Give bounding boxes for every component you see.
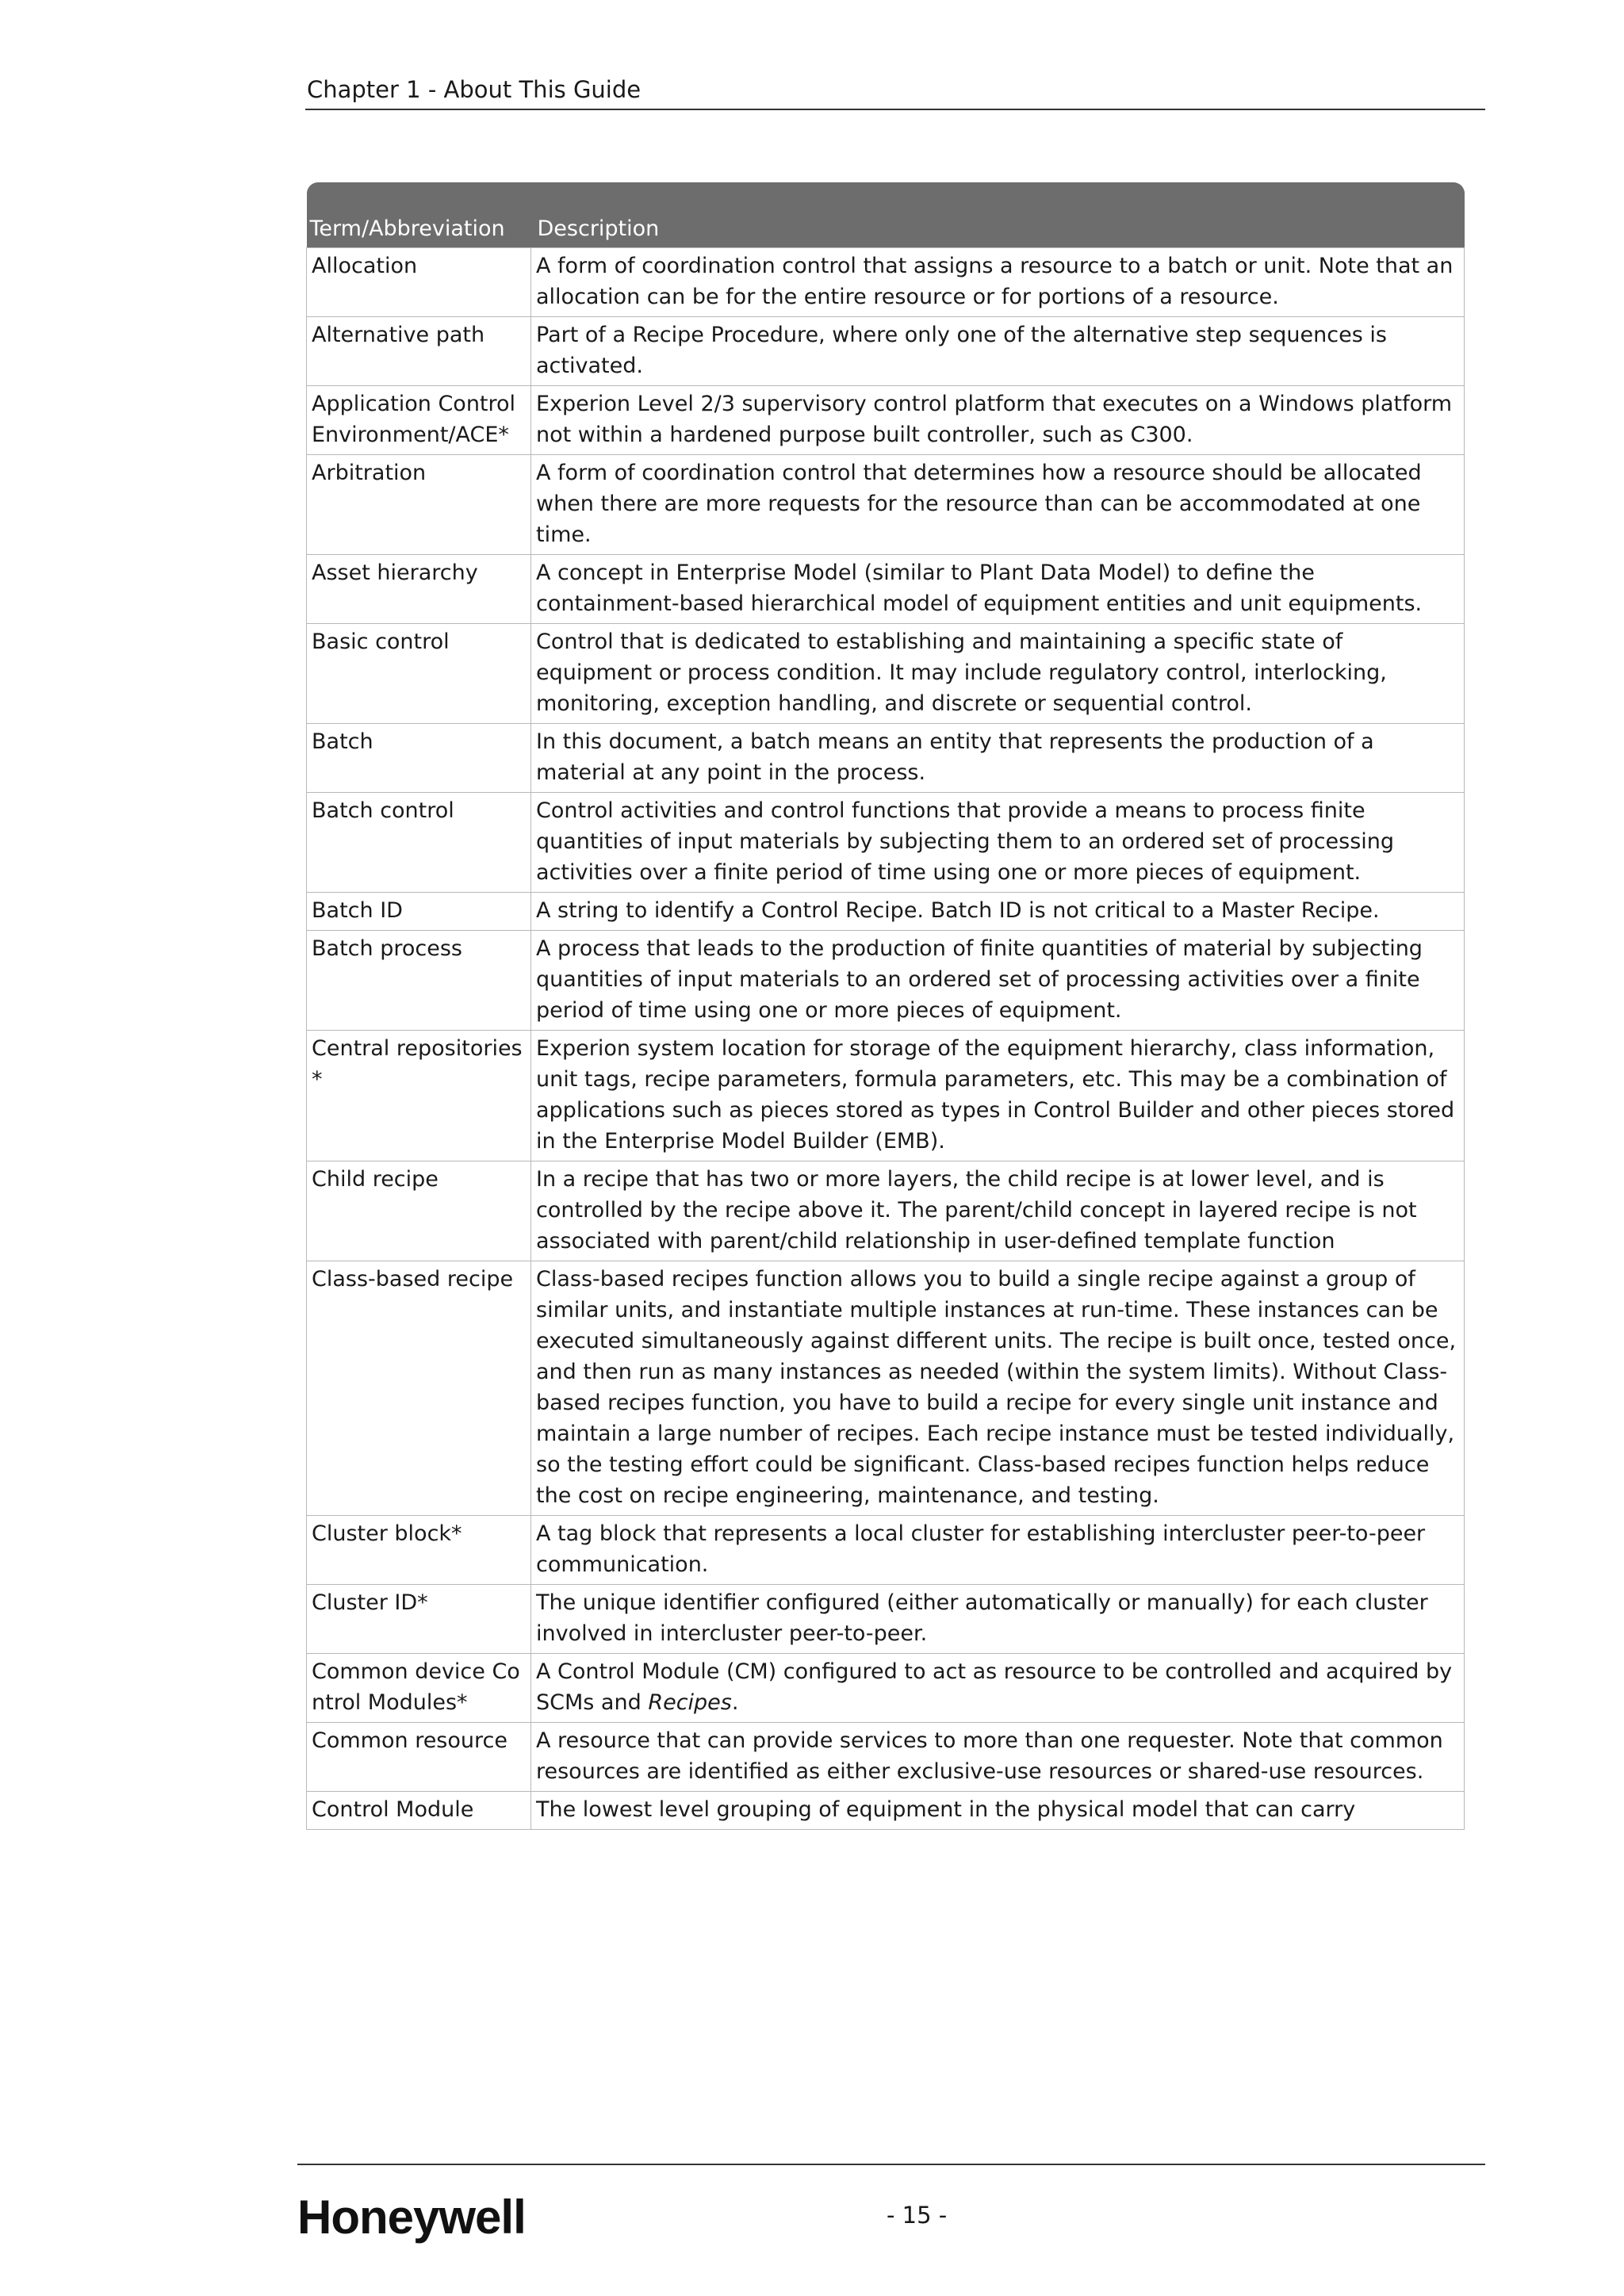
- table-row: [307, 930, 1465, 1030]
- table-header-row: [307, 182, 1465, 247]
- description-cell: Part of a Recipe Procedure, where only one of the alternative step sequences is activated.: [531, 316, 1465, 385]
- description-cell: In a recipe that has two or more layers, the child recipe is at lower level, and is controlled by the recipe above it. The parent/child concept in layered recipe is not associated with parent/child relationship in user-defined template function: [531, 1161, 1465, 1261]
- description-cell: A form of coordination control that determines how a resource should be allocated when there are more requests for the resource than can be accommodated at one time.: [531, 454, 1465, 554]
- table-row: [307, 892, 1465, 930]
- honeywell-logo: Honeywell: [297, 2191, 526, 2244]
- table-row: [307, 316, 1465, 385]
- term-cell: Class-based recipe: [307, 1261, 531, 1515]
- description-cell: The unique identifier configured (either automatically or manually) for each cluster involved in intercluster peer-to-peer.: [531, 1584, 1465, 1653]
- term-cell: Child recipe: [307, 1161, 531, 1261]
- table-row: [307, 1515, 1465, 1584]
- description-cell: A form of coordination control that assigns a resource to a batch or unit. Note that an allocation can be for the entire resource or for portions of a resource.: [531, 247, 1465, 316]
- term-cell: Batch control: [307, 792, 531, 892]
- terms-table: [306, 182, 1465, 1830]
- description-text: A Control Module (CM) configured to act as resource to be controlled and acquired by SCMs and: [536, 1659, 1453, 1715]
- table-row: [307, 1584, 1465, 1653]
- table-row: [307, 723, 1465, 792]
- description-cell: A string to identify a Control Recipe. Batch ID is not critical to a Master Recipe.: [531, 892, 1465, 930]
- term-cell: Allocation: [307, 247, 531, 316]
- description-cell: Control that is dedicated to establishing and maintaining a specific state of equipment or process condition. It may include regulatory control, interlocking, monitoring, exception handling, and discrete or sequential control.: [531, 623, 1465, 723]
- term-cell: Common resource: [307, 1722, 531, 1791]
- description-cell: A tag block that represents a local cluster for establishing intercluster peer-to-peer communication.: [531, 1515, 1465, 1584]
- table-row: [307, 792, 1465, 892]
- table-row: [307, 1653, 1465, 1722]
- description-cell: Experion Level 2/3 supervisory control platform that executes on a Windows platform not within a hardened purpose built controller, such as C300.: [531, 385, 1465, 454]
- term-cell: Asset hierarchy: [307, 554, 531, 623]
- term-cell: Arbitration: [307, 454, 531, 554]
- column-header-description: Description: [531, 182, 1465, 247]
- table-row: [307, 385, 1465, 454]
- description-cell: A resource that can provide services to more than one requester. Note that common resources are identified as either exclusive-use resources or shared-use resources.: [531, 1722, 1465, 1791]
- table-row: [307, 554, 1465, 623]
- table-row: [307, 1791, 1465, 1829]
- table-row: [307, 623, 1465, 723]
- column-header-term: Term/Abbreviation: [307, 182, 531, 247]
- term-cell: Application Control Environment/ACE*: [307, 385, 531, 454]
- table-row: [307, 1161, 1465, 1261]
- term-cell: Central repositories*: [307, 1030, 531, 1161]
- term-cell: Common device Control Modules*: [307, 1653, 531, 1722]
- page-number: - 15 -: [887, 2202, 948, 2229]
- description-cell: Experion system location for storage of the equipment hierarchy, class information, unit tags, recipe parameters, formula parameters, etc. This may be a combination of applications such as pieces stored as types in Control Builder and other pieces stored in the Enterprise Model Builder (EMB).: [531, 1030, 1465, 1161]
- description-cell: A process that leads to the production of finite quantities of material by subjecting quantities of input materials to an ordered set of processing activities over a finite period of time using one or more pieces of equipment.: [531, 930, 1465, 1030]
- description-cell: [531, 1653, 1465, 1722]
- term-cell: Batch ID: [307, 892, 531, 930]
- term-cell: Basic control: [307, 623, 531, 723]
- table-row: [307, 1030, 1465, 1161]
- term-cell: Cluster ID*: [307, 1584, 531, 1653]
- term-cell: Batch: [307, 723, 531, 792]
- table-row: [307, 247, 1465, 316]
- table-row: [307, 1722, 1465, 1791]
- description-cell: In this document, a batch means an entity that represents the production of a material at any point in the process.: [531, 723, 1465, 792]
- description-emphasis: Recipes: [648, 1689, 732, 1715]
- table-row: [307, 1261, 1465, 1515]
- chapter-header: Chapter 1 - About This Guide: [307, 76, 642, 103]
- term-cell: Cluster block*: [307, 1515, 531, 1584]
- description-tail: .: [731, 1689, 739, 1715]
- description-cell: Control activities and control functions that provide a means to process finite quantities of input materials by subjecting them to an ordered set of processing activities over a finite period of time using one or more pieces of equipment.: [531, 792, 1465, 892]
- term-cell: Batch process: [307, 930, 531, 1030]
- term-cell: Alternative path: [307, 316, 531, 385]
- description-cell: The lowest level grouping of equipment in the physical model that can carry: [531, 1791, 1465, 1829]
- footer-divider: [297, 2164, 1485, 2165]
- description-cell: A concept in Enterprise Model (similar to Plant Data Model) to define the containment-based hierarchical model of equipment entities and unit equipments.: [531, 554, 1465, 623]
- table-row: [307, 454, 1465, 554]
- description-cell: Class-based recipes function allows you to build a single recipe against a group of similar units, and instantiate multiple instances at run-time. These instances can be executed simultaneously against different units. The recipe is built once, tested once, and then run as many instances as needed (within the system limits). Without Class-based recipes function, you have to build a recipe for every single unit instance and maintain a large number of recipes. Each recipe instance must be tested individually, so the testing effort could be significant. Class-based recipes function helps reduce the cost on recipe engineering, maintenance, and testing.: [531, 1261, 1465, 1515]
- term-cell: Control Module: [307, 1791, 531, 1829]
- header-divider: [305, 109, 1485, 110]
